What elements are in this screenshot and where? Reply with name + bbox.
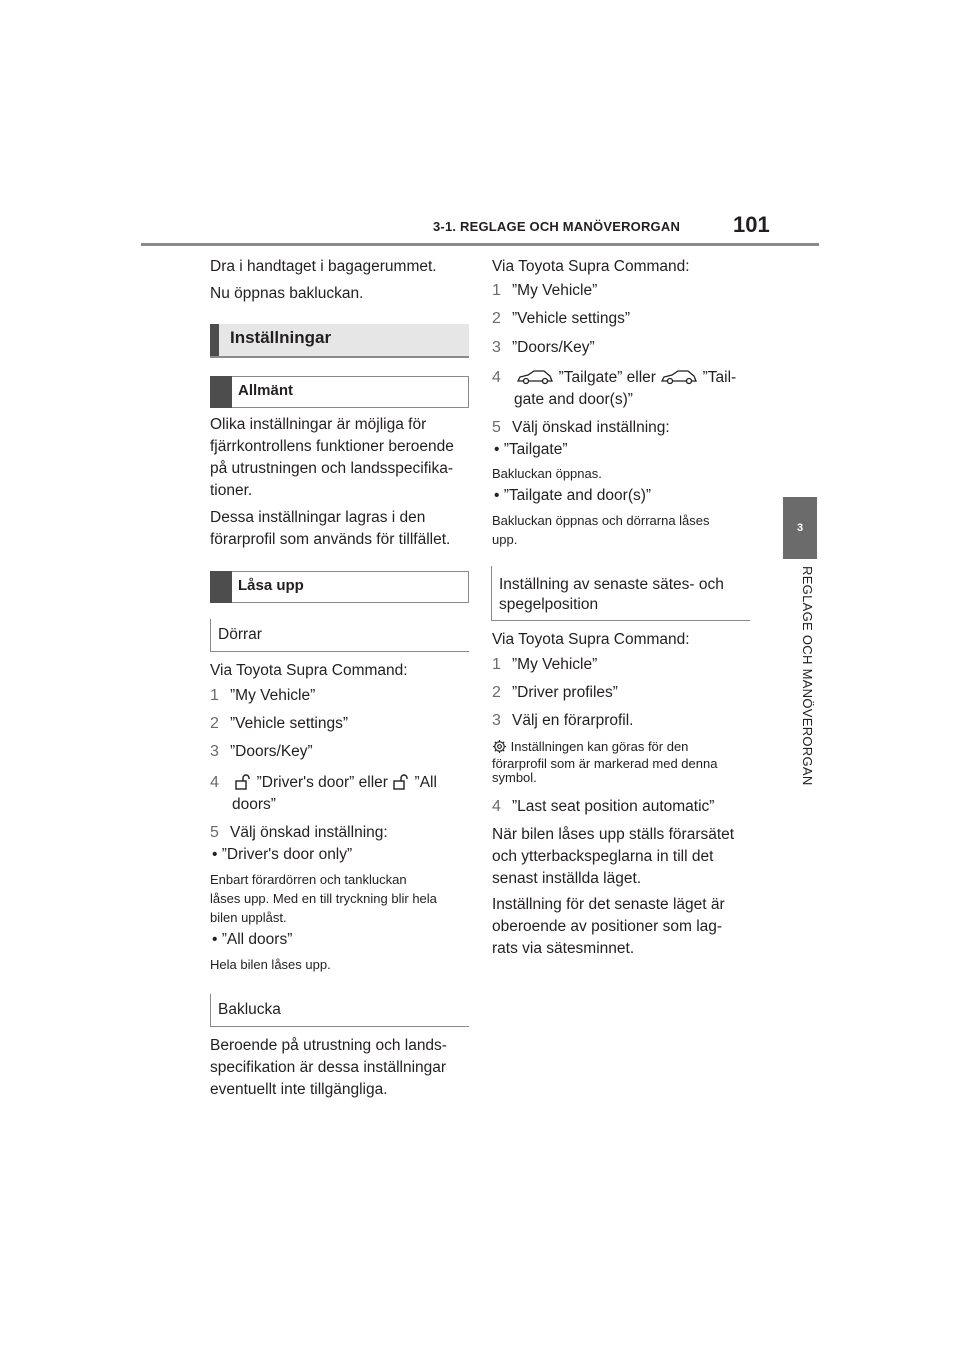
step-number: 3 <box>492 339 501 356</box>
step <box>492 308 630 330</box>
step-number: 2 <box>492 310 501 327</box>
paragraph: rats via sätesminnet. <box>492 940 635 957</box>
note-text: Inställningen kan göras för den <box>510 739 689 754</box>
step-number: 4 <box>492 798 501 815</box>
bullet-item: • ”All doors” <box>212 931 293 948</box>
paragraph: Nu öppnas bakluckan. <box>210 285 364 302</box>
subsection-heading <box>210 571 469 603</box>
unlock-icon <box>392 774 410 797</box>
step <box>492 654 597 676</box>
step <box>492 710 633 732</box>
subsection-heading <box>210 376 469 408</box>
step-number: 2 <box>210 715 219 732</box>
minor-heading <box>210 619 469 652</box>
step <box>210 685 315 707</box>
note-text: Enbart förardörren och tankluckan <box>210 872 407 887</box>
paragraph: eventuellt inte tillgängliga. <box>210 1081 388 1098</box>
step-text: ”All <box>414 774 437 791</box>
bullet-item: • ”Tailgate and door(s)” <box>494 487 652 504</box>
step-text: ”Doors/Key” <box>512 339 595 356</box>
note-text: Bakluckan öppnas. <box>492 466 602 481</box>
step <box>492 682 618 704</box>
step-text: ”My Vehicle” <box>230 687 316 704</box>
paragraph: Dra i handtaget i bagagerummet. <box>210 258 437 275</box>
paragraph: Dessa inställningar lagras i den <box>210 509 426 526</box>
step-number: 1 <box>492 656 501 673</box>
paragraph: och ytterbackspeglarna in till det <box>492 848 714 865</box>
note-text: låses upp. Med en till tryckning blir hela <box>210 891 437 906</box>
minor-heading <box>210 994 469 1027</box>
paragraph: specifikation är dessa inställningar <box>210 1059 447 1076</box>
paragraph: Via Toyota Supra Command: <box>492 631 690 648</box>
minor-heading-text: Baklucka <box>218 1001 281 1018</box>
car-icon <box>660 369 698 392</box>
step-text: ”Vehicle settings” <box>230 715 349 732</box>
section-heading <box>210 324 469 358</box>
step-number: 4 <box>492 369 501 386</box>
paragraph: Olika inställningar är möjliga för <box>210 416 427 433</box>
step <box>210 741 313 763</box>
paragraph: Via Toyota Supra Command: <box>210 662 408 679</box>
step <box>492 337 595 359</box>
paragraph: på utrustningen och landsspecifika- <box>210 460 453 477</box>
step-number: 5 <box>492 419 501 436</box>
step-continuation: gate and door(s)” <box>514 391 633 408</box>
minor-heading <box>491 566 750 621</box>
note-text: symbol. <box>492 770 537 785</box>
step-number: 1 <box>210 687 219 704</box>
paragraph: Beroende på utrustning och lands- <box>210 1037 447 1054</box>
step-text: ”Driver's door” eller <box>256 774 388 791</box>
step-text: ”My Vehicle” <box>512 282 598 299</box>
step-text: ”Tail- <box>702 369 737 386</box>
step-continuation: doors” <box>232 796 276 813</box>
step-text: ”Tailgate” eller <box>558 369 656 386</box>
chapter-tab: 3 <box>783 497 817 559</box>
header-rule <box>141 243 819 246</box>
step <box>492 796 714 818</box>
step-text: ”Last seat position automatic” <box>512 798 715 815</box>
note-text: förarprofil som är markerad med denna <box>492 756 718 771</box>
note-text: Hela bilen låses upp. <box>210 957 331 972</box>
step-number: 1 <box>492 282 501 299</box>
step-number: 3 <box>210 743 219 760</box>
note-text: upp. <box>492 532 518 547</box>
paragraph: senast inställda läget. <box>492 870 642 887</box>
subsection-heading-text: Allmänt <box>238 382 294 399</box>
step-text: Välj önskad inställning: <box>230 824 388 841</box>
step <box>210 713 348 735</box>
subsection-heading-text: Låsa upp <box>238 577 304 594</box>
step-number: 2 <box>492 684 501 701</box>
section-heading-text: Inställningar <box>230 328 332 347</box>
minor-heading-text: Dörrar <box>218 626 262 643</box>
gear-icon <box>492 739 507 757</box>
paragraph: oberoende av positioner som lag- <box>492 918 723 935</box>
step <box>492 417 670 439</box>
step-text: Välj önskad inställning: <box>512 419 670 436</box>
page-number: 101 <box>733 212 770 237</box>
step-number: 4 <box>210 774 219 791</box>
chapter-side-label: REGLAGE OCH MANÖVERORGAN <box>800 566 815 786</box>
paragraph: Via Toyota Supra Command: <box>492 258 690 275</box>
note-text: bilen upplåst. <box>210 910 287 925</box>
step-text: ”Vehicle settings” <box>512 310 631 327</box>
step <box>492 280 597 302</box>
paragraph: fjärrkontrollens funktioner beroende <box>210 438 454 455</box>
running-header: 3-1. REGLAGE OCH MANÖVERORGAN <box>433 219 681 234</box>
bullet-item: • ”Tailgate” <box>494 441 568 458</box>
paragraph: Inställning för det senaste läget är <box>492 896 725 913</box>
step <box>210 822 388 844</box>
note-text: Bakluckan öppnas och dörrarna låses <box>492 513 710 528</box>
paragraph: När bilen låses upp ställs förarsätet <box>492 826 735 843</box>
profile-note <box>492 739 754 785</box>
step-text: Välj en förarprofil. <box>512 712 634 729</box>
bullet-item: • ”Driver's door only” <box>212 846 353 863</box>
paragraph: förarprofil som används för tillfället. <box>210 531 451 548</box>
minor-heading-text: spegelposition <box>499 596 599 613</box>
step-text: ”My Vehicle” <box>512 656 598 673</box>
step-number: 5 <box>210 824 219 841</box>
step-text: ”Doors/Key” <box>230 743 313 760</box>
step-text: ”Driver profiles” <box>512 684 618 701</box>
step-number: 3 <box>492 712 501 729</box>
minor-heading-text: Inställning av senaste sätes- och <box>499 576 724 593</box>
paragraph: tioner. <box>210 482 253 499</box>
